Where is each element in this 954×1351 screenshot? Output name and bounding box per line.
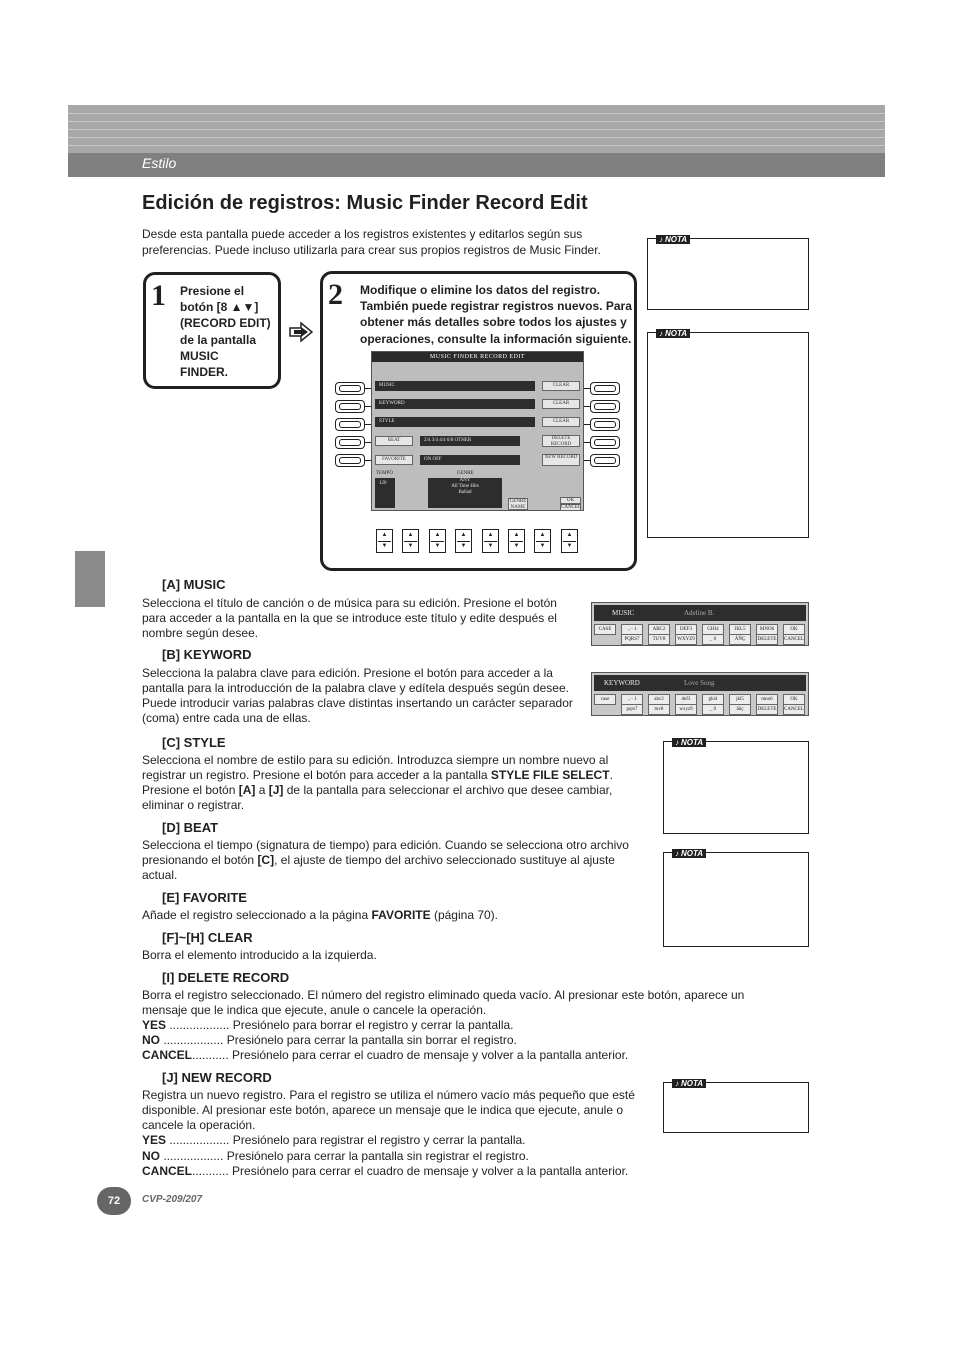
up-down-button-1[interactable]: ▲ ▼ <box>376 529 393 553</box>
delete-text: Borra el registro seleccionado. El número del registro eliminado queda vacío. Al presionar este botón, aparece un mensaje que le indica que ejecute, anule o cancele la operación. <box>142 988 745 1017</box>
keyword-screen-bar <box>594 675 806 691</box>
lcd-keyword-clear[interactable]: CLEAR <box>542 399 580 409</box>
side-tab <box>75 551 105 607</box>
music-screen-value: Adeline B. <box>684 609 715 617</box>
key-cancel[interactable]: CANCEL <box>783 634 805 645</box>
lcd-favorite-label: FAVORITE <box>375 455 413 465</box>
nota-box <box>647 235 809 310</box>
panel-button-g[interactable] <box>590 400 620 413</box>
key-ok[interactable]: OK <box>783 624 805 635</box>
key-2[interactable]: ABC2 <box>648 624 670 635</box>
lcd-genre-list[interactable] <box>428 478 502 508</box>
key-6[interactable]: MNO6 <box>756 624 778 635</box>
key-9[interactable]: WXYZ9 <box>675 634 697 645</box>
lcd-cancel-button[interactable]: CANCEL <box>561 505 581 510</box>
keyword-screen-value: Love Song <box>684 679 715 687</box>
up-down-button-6[interactable]: ▲ ▼ <box>508 529 525 553</box>
nota-tag: ♪ NOTA <box>656 235 690 244</box>
up-down-button-4[interactable]: ▲ ▼ <box>455 529 472 553</box>
key-1[interactable]: ., - 1 <box>621 694 643 705</box>
up-down-button-5[interactable]: ▲ ▼ <box>482 529 499 553</box>
lcd-music-field: MUSIC <box>375 381 535 391</box>
step-1-text <box>180 283 280 380</box>
arrow-right-icon <box>289 322 313 342</box>
lcd-genre-name-button[interactable]: GENRE NAME <box>509 499 527 510</box>
nota-tag: ♪ NOTA <box>672 849 706 858</box>
step-1-line: MUSIC <box>180 348 219 363</box>
lcd-screen <box>371 351 584 511</box>
panel-button-h[interactable] <box>590 418 620 431</box>
up-down-button-7[interactable]: ▲ ▼ <box>534 529 551 553</box>
header-band <box>68 105 885 177</box>
nota-tag: ♪ NOTA <box>672 738 706 747</box>
panel-button-e[interactable] <box>335 454 365 467</box>
delete-option-cancel: CANCEL........... Presiónelo para cerrar el cuadro de mensaje y volver a la pantalla anterior. <box>142 1048 629 1062</box>
intro-paragraph: Desde esta pantalla puede acceder a los registros existentes y editarlos según sus preferencias. Puede incluso utilizarla para crear sus propios registros de Music Finder. <box>142 227 601 257</box>
model-name: CVP-209/207 <box>142 1194 203 1205</box>
up-down-button-3[interactable]: ▲ ▼ <box>429 529 446 553</box>
heading-keyword: [B] KEYWORD <box>162 647 252 662</box>
clear-text: Borra el elemento introducido a la izquierda. <box>142 948 377 962</box>
lcd-tempo-value[interactable]: 120 <box>375 478 395 508</box>
heading-new-record: [J] NEW RECORD <box>162 1070 272 1085</box>
lcd-delete-record[interactable]: DELETE RECORD <box>542 435 580 447</box>
lcd-beat-options[interactable]: 2/4 3/4 4/4 6/8 OTHER <box>420 436 520 446</box>
key-case[interactable]: CASE <box>594 624 616 635</box>
key-7[interactable]: PQRS7 <box>621 634 643 645</box>
heading-style: [C] STYLE <box>162 735 226 750</box>
lcd-genre-item[interactable]: ANY <box>459 478 471 483</box>
heading-clear: [F]~[H] CLEAR <box>162 930 253 945</box>
key-5[interactable]: jkl5 <box>729 694 751 705</box>
panel-button-f[interactable] <box>590 382 620 395</box>
delete-option-yes: YES .................. Presiónelo para borrar el registro y cerrar la pantalla. <box>142 1018 514 1032</box>
step-2-number: 2 <box>328 278 343 311</box>
key-3[interactable]: def3 <box>675 694 697 705</box>
music-name-screen <box>591 602 809 646</box>
nota-box <box>663 849 809 947</box>
key-1[interactable]: ., - 1 <box>621 624 643 635</box>
lcd-title: MUSIC FINDER RECORD EDIT <box>372 352 583 362</box>
page-number: 72 <box>97 1187 131 1215</box>
nota-box <box>647 329 809 538</box>
panel-button-d[interactable] <box>335 436 365 449</box>
panel-button-b[interactable] <box>335 400 365 413</box>
up-down-button-2[interactable]: ▲ ▼ <box>402 529 419 553</box>
nota-box <box>663 738 809 834</box>
key-accents[interactable]: ÁÑÇ <box>729 634 751 645</box>
key-7[interactable]: pqrs7 <box>621 704 643 715</box>
new-option-yes: YES .................. Presiónelo para registrar el registro y cerrar la pantalla. <box>142 1133 526 1147</box>
step-1-line: (RECORD EDIT) <box>180 316 271 331</box>
step-1-box <box>143 272 281 389</box>
key-case[interactable]: case <box>594 694 616 705</box>
key-0[interactable]: _ 0 <box>702 634 724 645</box>
lcd-genre-item[interactable]: All Time Hits <box>451 484 479 489</box>
step-1-line: botón [8 ▲▼] <box>180 300 259 315</box>
music-note-icon: ♪ <box>659 329 663 338</box>
key-2[interactable]: abc2 <box>648 694 670 705</box>
keyword-text: Selecciona la palabra clave para edición. Presione el botón para acceder a la pantalla para la introducción de la palabra clave y edítela después según desee. Puede introducir varias palabras clave distintas insertando un carácter separador (coma) entre cada una de ellas. <box>142 666 573 725</box>
key-ok[interactable]: OK <box>783 694 805 705</box>
style-text: Selecciona el nombre de estilo para su edición. Introduzca siempre un nombre nuevo al registrar un registro. Presione el botón para acceder a la pantalla STYLE FILE SELECT. Presione el botón [A] a [J] de la pantalla para seleccionar el archivo que desee cambiar, eliminar o registrar. <box>142 753 613 812</box>
delete-option-no: NO .................. Presiónelo para cerrar la pantalla sin borrar el registro. <box>142 1033 517 1047</box>
key-6[interactable]: mno6 <box>756 694 778 705</box>
key-delete[interactable]: DELETE <box>756 704 778 715</box>
lcd-style-clear[interactable]: CLEAR <box>542 417 580 427</box>
beat-text: Selecciona el tiempo (signatura de tiempo) para edición. Cuando se selecciona otro archivo presionando el botón [C], el ajuste de tiempo del archivo seleccionado sustituye al ajuste actual. <box>142 838 629 882</box>
favorite-text: Añade el registro seleccionado a la página FAVORITE (página 70). <box>142 908 499 922</box>
lcd-tempo-label: TEMPO <box>376 471 393 476</box>
panel-button-a[interactable] <box>335 382 365 395</box>
music-note-icon: ♪ <box>675 1079 679 1088</box>
panel-button-c[interactable] <box>335 418 365 431</box>
lcd-genre-item[interactable]: Ballad <box>458 490 472 495</box>
lcd-genre-label: GENRE <box>457 471 474 476</box>
page-title: Edición de registros: Music Finder Record Edit <box>142 192 588 214</box>
key-0[interactable]: _ 0 <box>702 704 724 715</box>
lcd-keyword-field: KEYWORD <box>375 399 535 409</box>
lcd-music-clear[interactable]: CLEAR <box>542 381 580 391</box>
music-screen-bar <box>594 605 806 621</box>
key-delete[interactable]: DELETE <box>756 634 778 645</box>
lcd-style-field: STYLE <box>375 417 535 427</box>
heading-beat: [D] BEAT <box>162 820 219 835</box>
key-9[interactable]: wxyz9 <box>675 704 697 715</box>
new-record-text: Registra un nuevo registro. Para el registro se utiliza el número vacío más pequeño que esté disponible. Al presionar este botón, aparece un mensaje que le indica que ejecute, anule o cancele la operación. <box>142 1088 635 1132</box>
step-1-line: de la pantalla <box>180 332 257 347</box>
lcd-ok-button[interactable]: OK <box>560 497 581 504</box>
key-8[interactable]: TUV8 <box>648 634 670 645</box>
key-cancel[interactable]: CANCEL <box>783 704 805 715</box>
nota-tag: ♪ NOTA <box>672 1079 706 1088</box>
step-1-line: FINDER. <box>180 365 228 380</box>
music-text: Selecciona el título de canción o de música para su edición. Presione el botón para acceder a la pantalla en la que se introduce este título y edite después el nombre según desee. <box>142 596 557 640</box>
heading-favorite: [E] FAVORITE <box>162 890 247 905</box>
music-note-icon: ♪ <box>659 235 663 244</box>
heading-music: [A] MUSIC <box>162 577 226 592</box>
new-option-cancel: CANCEL........... Presiónelo para cerrar el cuadro de mensaje y volver a la pantalla anterior. <box>142 1164 629 1178</box>
key-8[interactable]: tuv8 <box>648 704 670 715</box>
step-2-text: Modifique o elimine los datos del registro. También puede registrar registros nuevos. Para obtener más detalles sobre todos los ajustes y operaciones, consulte la información siguiente. <box>360 283 632 346</box>
key-accents[interactable]: ãñç <box>729 704 751 715</box>
keyword-screen <box>591 672 809 716</box>
section-label: Estilo <box>142 155 177 171</box>
up-down-button-8[interactable]: ▲ ▼ <box>561 529 578 553</box>
music-screen-label: MUSIC <box>612 609 635 617</box>
music-note-icon: ♪ <box>675 738 679 747</box>
step-1-line: Presione el <box>180 284 245 298</box>
key-5[interactable]: JKL5 <box>729 624 751 635</box>
key-4[interactable]: ghi4 <box>702 694 724 705</box>
panel-button-i[interactable] <box>590 436 620 449</box>
key-4[interactable]: GHI4 <box>702 624 724 635</box>
panel-button-j[interactable] <box>590 454 620 467</box>
lcd-beat-label: BEAT <box>375 436 413 446</box>
step-1-number: 1 <box>151 279 166 312</box>
heading-delete-record: [I] DELETE RECORD <box>162 970 290 985</box>
new-option-no: NO .................. Presiónelo para cerrar la pantalla sin registrar el registro. <box>142 1149 529 1163</box>
nota-box <box>663 1079 809 1133</box>
lcd-new-record[interactable]: NEW RECORD <box>542 454 580 466</box>
keyword-screen-label: KEYWORD <box>604 679 640 687</box>
music-note-icon: ♪ <box>675 849 679 858</box>
nota-tag: ♪ NOTA <box>656 329 690 338</box>
lcd-favorite-options[interactable]: ON OFF <box>420 455 520 465</box>
key-3[interactable]: DEF3 <box>675 624 697 635</box>
